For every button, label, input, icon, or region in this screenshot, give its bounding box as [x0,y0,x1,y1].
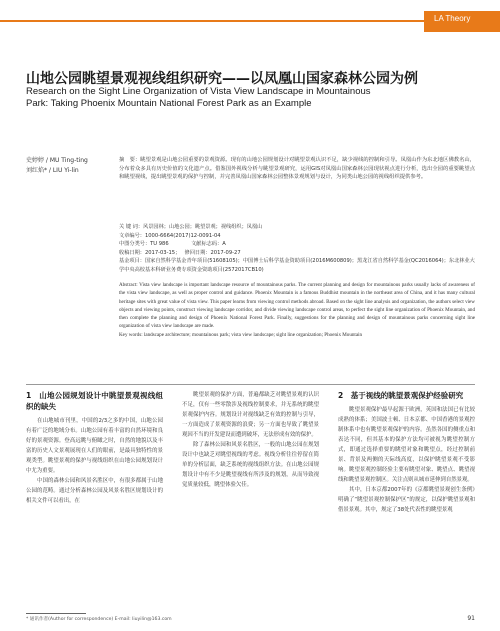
article-meta [119,223,475,274]
abstract-zh: 摘 要：眺望景观是山地公园重要的景观资源。现有的山地公园规划设计对眺望景观认识不足，缺少视线的控制和引导。凤凰山作为东北地区佛教名山，分布着众多具有历史价值的文化遗产点。借鉴国外视线分析与眺望景观研究，运用GIS对凤凰山国家森林公园现状视点进行分析，选出全园的重要眺望点和眺望视线，提出眺望景观的保护与控制，并完善凤凰山国家森林公园整体景观规划与设计，为同类山地公园的视线组织提供参考。 [119,157,475,181]
clc-code: 中图分类号：TU 986 [119,241,169,247]
paragraph: 眺望景观保护最早起源于欧洲，英国和法国已有比较成熟的体系；美国波士顿、日本京都、中国香港的景观控制体系中也有眺望景观保护的内容。虽然各国的侧重点和表达不同，但其基本的保护方法均可被视为眺望控制方式，即通过选择重要的眺望对象和眺望点，经过控制前景、背景及两侧的天际线高度，以保护眺望景观不受影响。眺望景观控制经验主要有眺望对象、眺望点、眺望视线和眺望景观控制区。关注点则从城市延伸到自然景观。 [338,407,475,483]
dates-row [119,249,475,258]
page-title: 山地公园眺望景观视线组织研究——以凤凰山国家森林公园为例 [26,71,418,87]
page-number: 91 [467,615,475,622]
revised-date: 修回日期：2017-09-27 [184,249,241,256]
page-title-en: Research on the Sight Line Organization of Vista View Landscape in Mountainous Park: Taking Phoenix Mountain National Forest Park as an Example [26,86,371,109]
paragraph: 眺望景观的保护方面，普遍都缺乏对眺望景观的认识不足，仅有一些零散涉及视线控制要求，并无系统的眺望景观保护内容。规划设计对视线缺乏有效的控制与引导，一方面造成了景观资源的浪费；另一方面也导致了眺望景观因不当的开发建设而遭到破坏，无法形成有效的保护。 [182,392,319,438]
classification-row [119,240,475,249]
author-1: 史婷婷 / MU Ting-ting [26,157,88,164]
section-divider [26,384,475,385]
article-number: 文章编号：1000-6664(2017)12-0091-04 [119,232,221,239]
section-heading-1: 1 山地公园规划设计中眺望景观视线组织的缺失 [26,391,163,411]
body-column-1 [26,390,163,506]
received-date: 收稿日期：2017-03-15； [119,249,178,256]
abstract-en [119,281,475,339]
paragraph: 其中，日本京都2007年的《京都眺望景观创生条例》明确了“眺望景观控制保护区”的规定，以保护眺望景观和借景景观。其中，规定了38处代表性的眺望景观 [338,487,475,513]
keywords-zh: 关 键 词：风景园林；山地公园；眺望景观；视线组织；凤凰山 [119,224,263,230]
footnote: * 通讯作者(Author for correspondence) E-mail: liuyilin@163.com [26,617,172,622]
fund-info: 基金项目：国家自然科学基金青年项目(51608105)；中国博士后科学基金资助项目(2016M600809)；黑龙江省自然科学基金(QC2016064)；东北林业大学中央高校基本科研业务费专项资金资助项目(2572017CB10) [119,258,475,273]
paragraph: 中国的森林公园和风景名胜区中，有很多都属于山地公园的范畴。通过分析森林公园及风景名胜区规划设计的相关文件可以看出，在 [26,478,163,504]
paragraph: 除了森林公园和风景名胜区，一般的山地公园在规划设计中也缺乏对眺望视线的考虑。视线分析往往停留在简单的分析层面，缺乏系统的视线组织方法。在山地公园规划设计中有不少是眺望视线有所涉及的规划，从而导致视觉质量较低，眺望体验欠佳。 [182,442,319,488]
body-column-3 [338,390,475,515]
section-heading-2: 2 基于视线的眺望景观保护经验研究 [338,391,464,400]
paragraph: 在山地城市刊里，中国的2/3之多的中国，山地公园有着广泛的地域分布。山地公园有着丰富的自然环境和良好的景观资源。登高远眺与俯瞰之时，自然的地貌以及丰富的历史人文景观展现在人们的眼前，是最具独特性的景观类型。眺望景观的保护与视线组织在山地公园规划设计中尤为重要。 [26,418,163,474]
keywords-en: Key words: landscape architecture; mountainous park; vista view landscape; sight line organization; Phoenix Mountain [119,331,363,338]
doc-code: 文献标志码：A [191,241,226,247]
section-label: LA Theory [434,14,471,23]
abstract-en-text: Abstract: Vista view landscape is important landscape resource of mountainous parks. The current planning and design for mountainous parks usually lacks of awareness of the vista view landscape, as well as proper control and guidance. Phoenix Mountain is a famous Buddhist mountain in the northeast area of China, and it has many cultural heritage sites with great value of vista view. This paper learns from viewing control methods abroad. Based on the sight line analysis and organization, the authors select view objects and viewing points, construct viewing landscape corridor, and divide viewing landscape control areas, to perfect the sight line organization of Phoenix Mountain, and then complete the planning and design of Phoenix National Forest Park. Finally, suggestions for the planning and design of mountainous parks concerning sight line organization of vista view landscape are made. [119,282,475,330]
section-tab [424,11,500,32]
footnote-rule [26,613,86,614]
author-2: 刘红焰* / LIU Yi-lin [26,167,79,174]
body-column-2 [182,390,319,490]
authors [26,156,106,176]
